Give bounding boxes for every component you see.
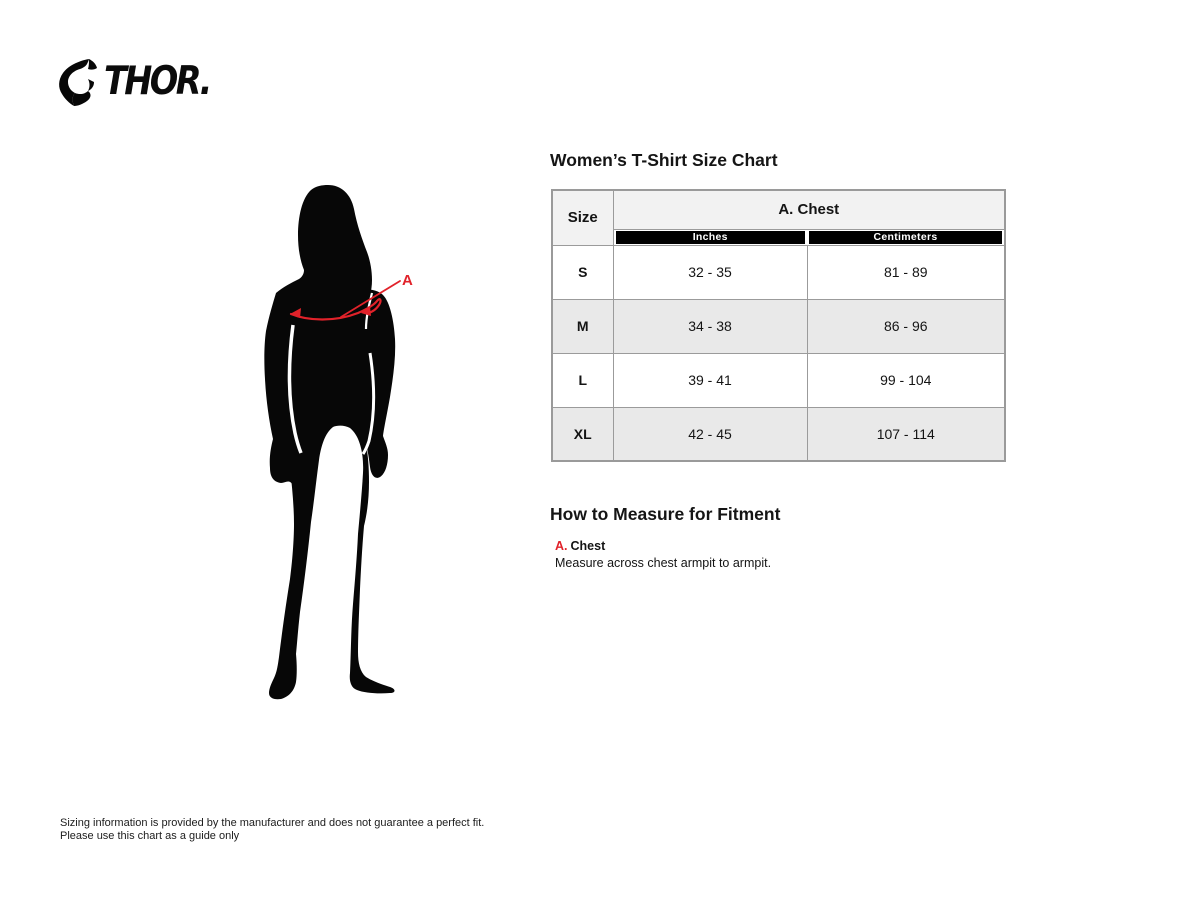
inches-cell: 39 - 41	[613, 353, 807, 407]
centimeters-header-cell	[807, 229, 1005, 245]
measure-item-name: Chest	[570, 539, 606, 553]
size-cell: L	[552, 353, 613, 407]
inches-cell: 32 - 35	[613, 245, 807, 299]
centimeters-header: Centimeters	[809, 231, 1002, 244]
thor-logo	[58, 58, 227, 108]
size-table	[551, 189, 1006, 462]
size-cell: XL	[552, 407, 613, 461]
thor-head-icon	[58, 58, 102, 108]
measure-item-chest	[555, 539, 605, 553]
centimeters-cell: 81 - 89	[807, 245, 1005, 299]
measure-item-description: Measure across chest armpit to armpit.	[555, 556, 772, 570]
centimeters-cell: 86 - 96	[807, 299, 1005, 353]
measurement-figure	[263, 185, 433, 710]
table-row-xl	[552, 407, 1005, 461]
table-row-l	[552, 353, 1005, 407]
disclaimer-line-2: Please use this chart as a guide only	[60, 829, 240, 842]
table-row-m	[552, 299, 1005, 353]
chest-group-header: A. Chest	[613, 190, 1005, 229]
annotation-label-a: A	[402, 272, 413, 289]
disclaimer-line-1: Sizing information is provided by the manufacturer and does not guarantee a perfect fit.	[60, 817, 485, 829]
sizing-disclaimer	[60, 817, 484, 842]
measure-item-letter: A.	[555, 539, 568, 553]
size-cell: M	[552, 299, 613, 353]
inches-header-cell	[613, 229, 807, 245]
inches-header: Inches	[616, 231, 806, 244]
thor-logo-text: THOR.	[104, 59, 210, 104]
table-row-s	[552, 245, 1005, 299]
size-column-header: Size	[552, 190, 613, 245]
female-silhouette	[263, 185, 433, 710]
size-cell: S	[552, 245, 613, 299]
centimeters-cell: 99 - 104	[807, 353, 1005, 407]
size-chart-title: Women’s T-Shirt Size Chart	[550, 150, 778, 170]
howto-heading: How to Measure for Fitment	[550, 504, 781, 524]
inches-cell: 42 - 45	[613, 407, 807, 461]
centimeters-cell: 107 - 114	[807, 407, 1005, 461]
inches-cell: 34 - 38	[613, 299, 807, 353]
